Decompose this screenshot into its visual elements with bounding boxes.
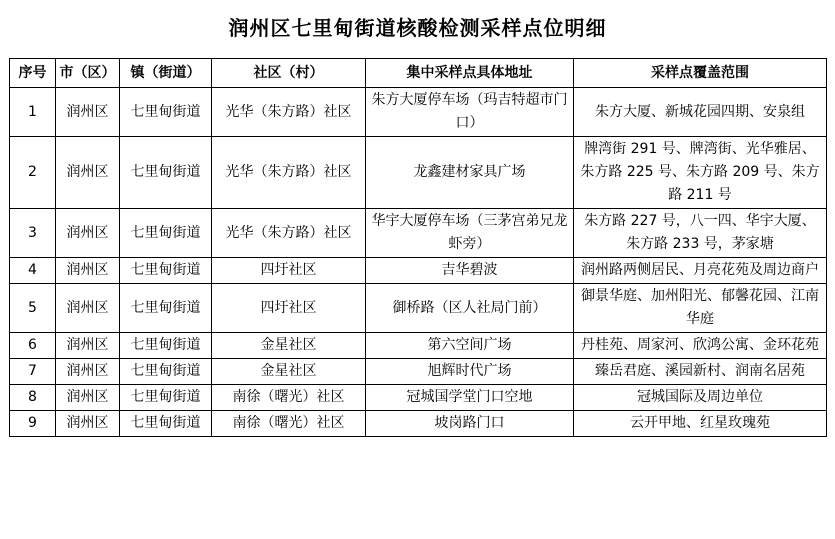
cell-town: 七里甸街道: [120, 88, 212, 137]
cell-city: 润州区: [56, 359, 120, 385]
cell-seq: 1: [10, 88, 56, 137]
cell-community: 金星社区: [212, 359, 366, 385]
cell-seq: 8: [10, 385, 56, 411]
cell-coverage: 臻岳君庭、溪园新村、润南名居苑: [574, 359, 827, 385]
cell-address: 龙鑫建材家具广场: [366, 137, 574, 209]
cell-coverage: 御景华庭、加州阳光、郁馨花园、江南华庭: [574, 284, 827, 333]
cell-city: 润州区: [56, 411, 120, 437]
table-row: [10, 359, 827, 385]
cell-town: 七里甸街道: [120, 284, 212, 333]
cell-city: 润州区: [56, 209, 120, 258]
header-city: 市（区）: [56, 59, 120, 88]
table-row: [10, 88, 827, 137]
cell-address: 御桥路（区人社局门前）: [366, 284, 574, 333]
cell-community: 光华（朱方路）社区: [212, 137, 366, 209]
sampling-sites-table: [9, 58, 827, 437]
cell-city: 润州区: [56, 258, 120, 284]
table-body: [10, 88, 827, 437]
cell-coverage: 润州路两侧居民、月亮花苑及周边商户: [574, 258, 827, 284]
table-row: [10, 333, 827, 359]
cell-address: 坡岗路门口: [366, 411, 574, 437]
cell-coverage: 牌湾街 291 号、牌湾街、光华雅居、朱方路 225 号、朱方路 209 号、朱方路 211 号: [574, 137, 827, 209]
cell-seq: 4: [10, 258, 56, 284]
cell-city: 润州区: [56, 137, 120, 209]
cell-town: 七里甸街道: [120, 359, 212, 385]
cell-coverage: 丹桂苑、周家河、欣鸿公寓、金环花苑: [574, 333, 827, 359]
cell-seq: 2: [10, 137, 56, 209]
cell-address: 冠城国学堂门口空地: [366, 385, 574, 411]
cell-town: 七里甸街道: [120, 258, 212, 284]
cell-community: 四圩社区: [212, 284, 366, 333]
cell-city: 润州区: [56, 385, 120, 411]
cell-town: 七里甸街道: [120, 385, 212, 411]
cell-seq: 5: [10, 284, 56, 333]
table-row: [10, 137, 827, 209]
cell-city: 润州区: [56, 333, 120, 359]
header-seq: 序号: [10, 59, 56, 88]
cell-community: 南徐（曙光）社区: [212, 385, 366, 411]
header-community: 社区（村）: [212, 59, 366, 88]
cell-address: 吉华碧波: [366, 258, 574, 284]
table-row: [10, 258, 827, 284]
cell-coverage: 冠城国际及周边单位: [574, 385, 827, 411]
cell-town: 七里甸街道: [120, 411, 212, 437]
cell-seq: 6: [10, 333, 56, 359]
header-town: 镇（街道）: [120, 59, 212, 88]
cell-coverage: 朱方路 227 号，八一四、华宇大厦、朱方路 233 号，茅家塘: [574, 209, 827, 258]
cell-town: 七里甸街道: [120, 209, 212, 258]
cell-community: 金星社区: [212, 333, 366, 359]
table-row: [10, 284, 827, 333]
cell-address: 朱方大厦停车场（玛吉特超市门口）: [366, 88, 574, 137]
header-address: 集中采样点具体地址: [366, 59, 574, 88]
cell-community: 南徐（曙光）社区: [212, 411, 366, 437]
table-row: [10, 411, 827, 437]
cell-address: 华宇大厦停车场（三茅宫弟兄龙虾旁）: [366, 209, 574, 258]
header-coverage: 采样点覆盖范围: [574, 59, 827, 88]
cell-address: 旭辉时代广场: [366, 359, 574, 385]
page-title: 润州区七里甸街道核酸检测采样点位明细: [228, 16, 607, 40]
cell-community: 光华（朱方路）社区: [212, 209, 366, 258]
cell-seq: 3: [10, 209, 56, 258]
cell-community: 四圩社区: [212, 258, 366, 284]
cell-city: 润州区: [56, 284, 120, 333]
cell-coverage: 朱方大厦、新城花园四期、安泉组: [574, 88, 827, 137]
cell-town: 七里甸街道: [120, 333, 212, 359]
cell-seq: 9: [10, 411, 56, 437]
cell-town: 七里甸街道: [120, 137, 212, 209]
cell-address: 第六空间广场: [366, 333, 574, 359]
table-row: [10, 385, 827, 411]
cell-seq: 7: [10, 359, 56, 385]
cell-city: 润州区: [56, 88, 120, 137]
table-header-row: [10, 59, 827, 88]
cell-coverage: 云开甲地、红星玫瑰苑: [574, 411, 827, 437]
cell-community: 光华（朱方路）社区: [212, 88, 366, 137]
table-row: [10, 209, 827, 258]
